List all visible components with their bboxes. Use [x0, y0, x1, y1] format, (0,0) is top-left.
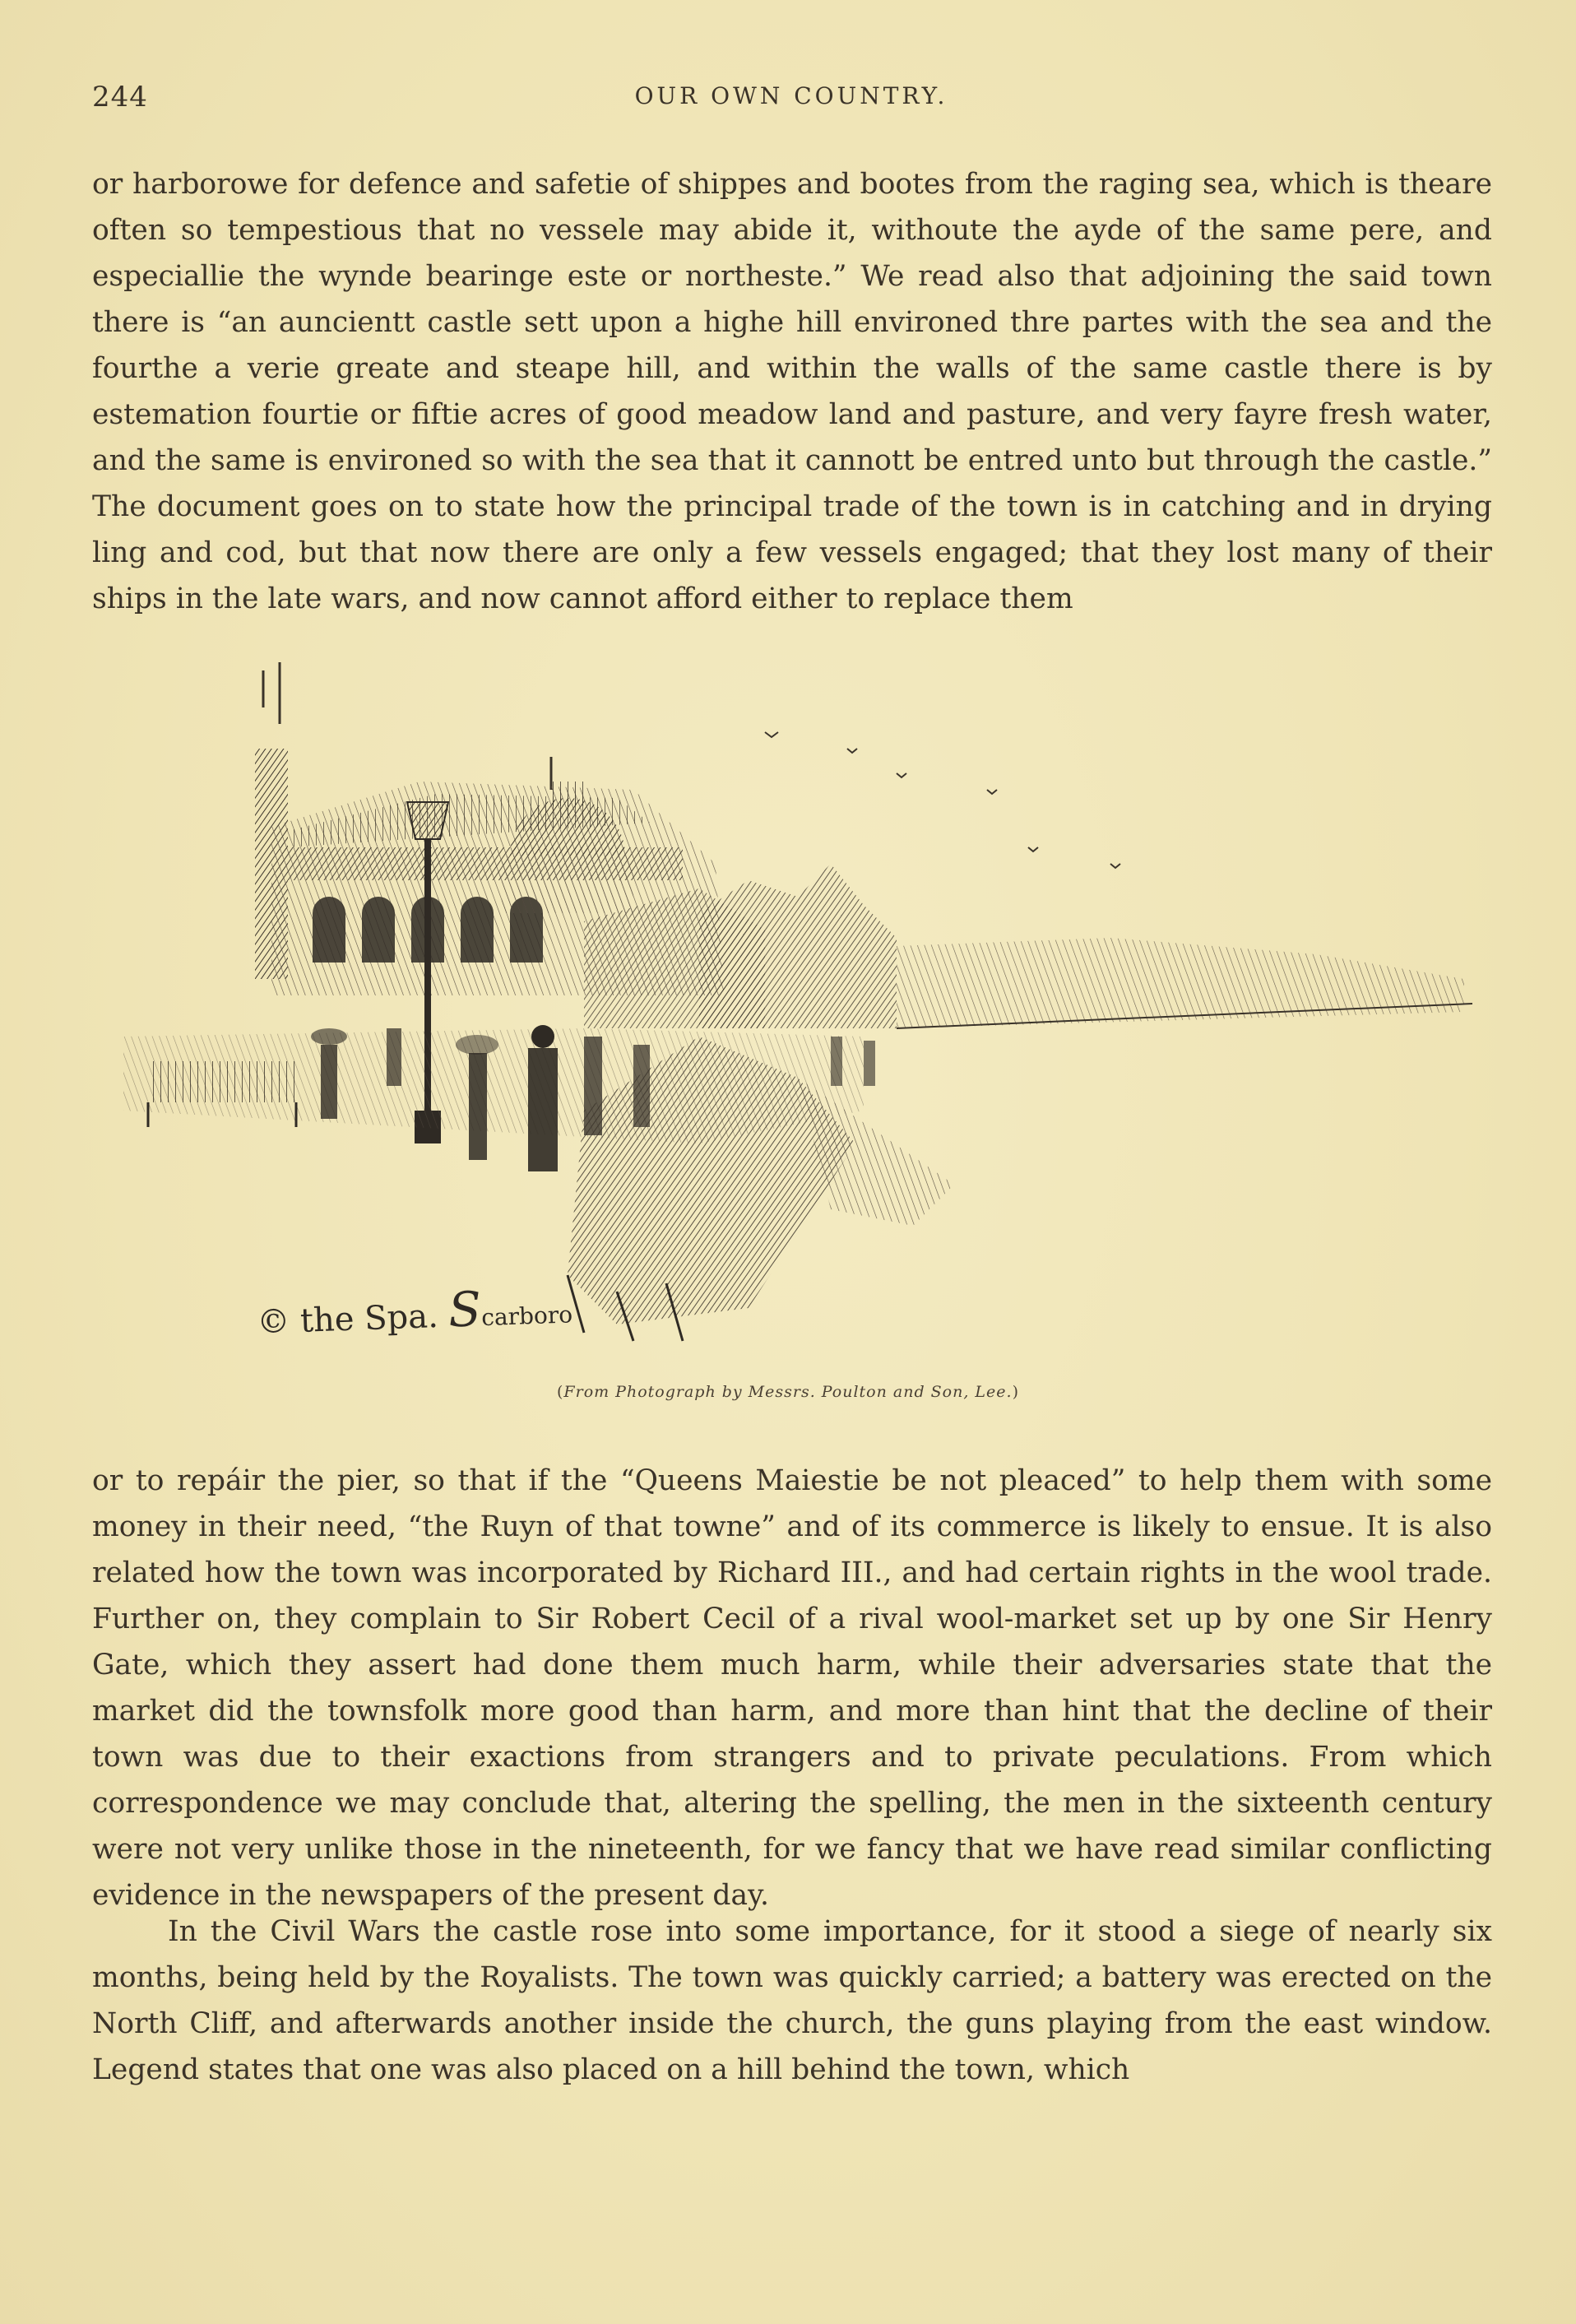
page-number: 244 [92, 81, 148, 114]
signature-initial: S [447, 1281, 483, 1338]
birds [765, 732, 1120, 868]
signature-spa: © the Spa. [256, 1297, 439, 1342]
spa-building [255, 749, 765, 1028]
paragraph-3: In the Civil Wars the castle rose into some importance, for it stood a siege of nearly six months, being held by the Royalists. The town was quickly carried; a battery was erected on the North Cliff, and afterwards another inside the church, the guns playing from the east window. Legend states that one was also placed on a hill behind the town, which [92, 1915, 1492, 2086]
paragraph-1: or harborowe for defence and safetie of shippes and bootes from the raging sea, which is theare often so tempestious that no vessele may abide it, withoute the ayde of the same pere, and especiallie the wynde bearinge este or northeste.” We read also that adjoining the said town there is “an auncientt castle sett upon a highe hill environed thre partes with the sea and the fourthe a verie greate and steape hill, and within the walls of the same castle there is by estemation fourtie or fiftie acres of good meadow land and pasture, and very fayre fresh water, and the same is environed so with the sea that it cannott be entred unto but through the castle.” The document goes on to state how the principal trade of the town is in catching and in drying ling and cod, but that now there are only a few vessels engaged; that they lost many of their ships in the late wars, and now cannot afford either to replace them [92, 168, 1492, 615]
illustration-caption: (From Photograph by Messrs. Poulton and Son, Lee.) [557, 1383, 1019, 1401]
running-title: OUR OWN COUNTRY. [634, 82, 948, 109]
paragraph-2: or to repáir the pier, so that if the “Queens Maiestie be not pleaced” to help them with some money in their need, “the Ruyn of that towne” and of its commerce is likely to ensue. It is also related how the town was incorporated by Richard III., and had certain rights in the wool trade. Further on, they complain to Sir Robert Cecil of a rival wool-market set up by one Sir Henry Gate, which they assert had done them much harm, while their adversaries state that the market did the townsfolk more good than harm, and more than hint that the decline of their town was due to their exactions from strangers and to private peculations. From which correspondence we may conclude that, altering the spelling, the men in the sixteenth century were not very unlike those in the nineteenth, for we fancy that we have read similar conflicting evidence in the newspapers of the present day. [92, 1464, 1492, 1912]
running-header [92, 81, 1490, 122]
caption-text: From Photograph by Messrs. Poulton and Son, Lee. [563, 1383, 1013, 1401]
spa-scarborough-engraving [123, 650, 1481, 1366]
artist-signature [256, 1278, 573, 1344]
flagpoles [263, 662, 551, 790]
signature-place: carboro [480, 1301, 573, 1332]
distant-town [699, 864, 1472, 1028]
